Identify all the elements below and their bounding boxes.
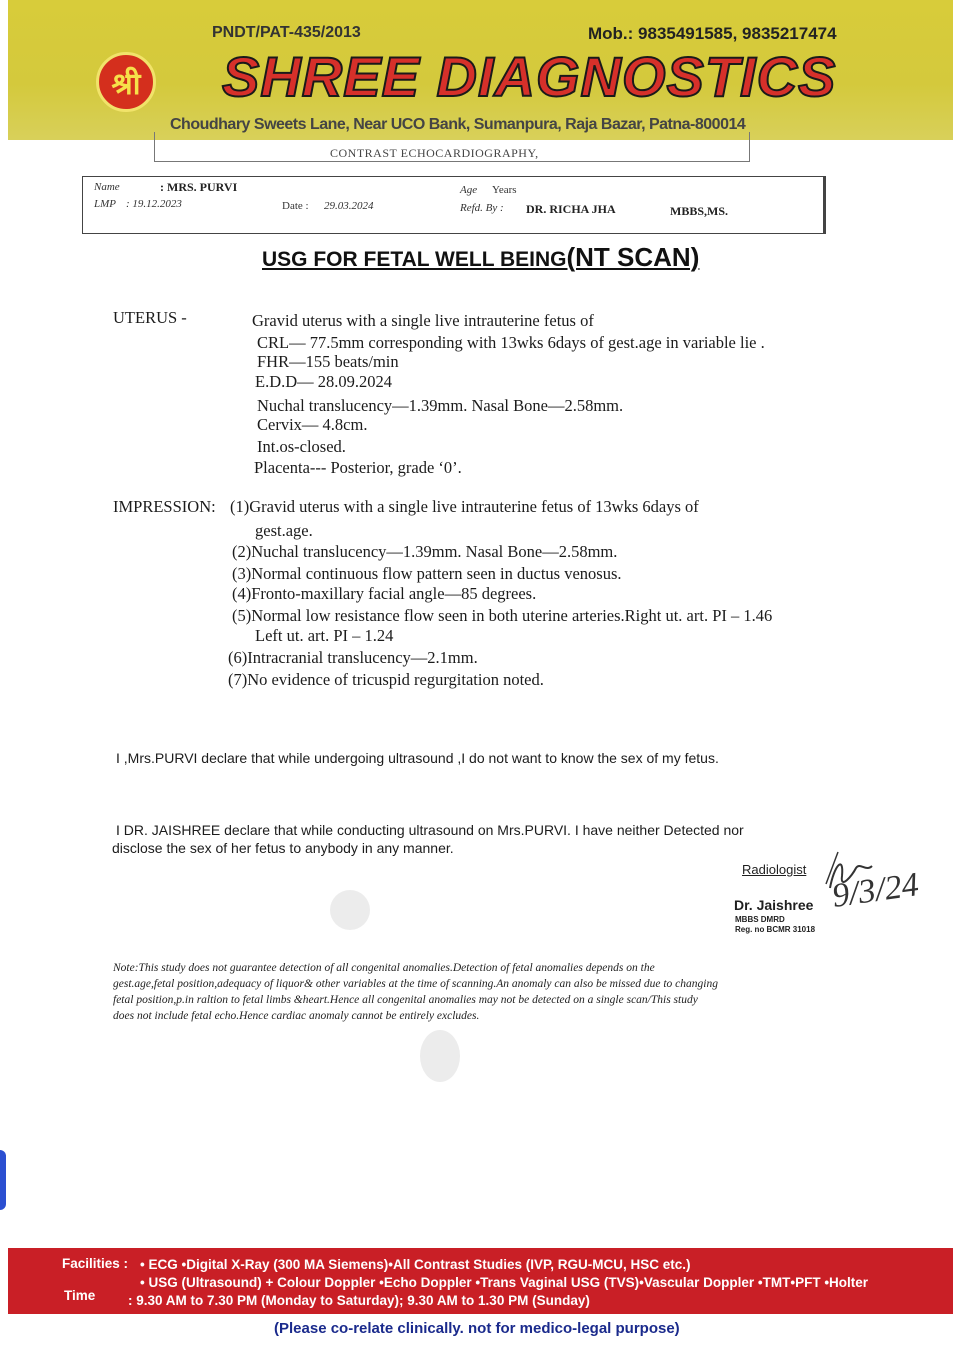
impression-line: gest.age.: [255, 521, 313, 540]
report-title-paren: (NT SCAN): [566, 242, 700, 272]
uterus-line: Int.os-closed.: [257, 437, 346, 456]
facilities-line: • ECG •Digital X-Ray (300 MA Siemens)•All Contrast Studies (IVP, RGU-MCU, HSC etc.): [140, 1257, 691, 1272]
age-value: Years: [492, 184, 517, 196]
lmp-value: : 19.12.2023: [126, 198, 182, 210]
clinic-address: Choudhary Sweets Lane, Near UCO Bank, Sumanpura, Raja Bazar, Patna-800014: [170, 116, 746, 133]
disclaimer-note: [113, 960, 833, 1024]
radiologist-label: Radiologist: [742, 862, 807, 877]
handwritten-date: 9/3/24: [829, 866, 921, 915]
uterus-line: Cervix— 4.8cm.: [257, 415, 368, 434]
patient-declaration: I ,Mrs.PURVI declare that while undergoing ultrasound ,I do not want to know the sex of my fetus.: [116, 750, 719, 766]
note-line: gest.age,fetal position,adequacy of liquor& other variables at the time of scanning.An anomaly can also be missed due to changing: [113, 978, 718, 990]
note-line: fetal position,p.in raltion to fetal limbs &heart.Hence all congenital anomalies may not be detected on a single scan/This study: [113, 994, 698, 1006]
note-line: Note:This study does not guarantee detection of all congenital anomalies.Detection of fetal anomalies depends on the: [113, 962, 655, 974]
impression-line: (4)Fronto-maxillary facial angle—85 degrees.: [232, 584, 537, 603]
report-date: 29.03.2024: [324, 200, 374, 212]
report-title: [262, 242, 699, 273]
uterus-line: Placenta--- Posterior, grade ‘0’.: [254, 458, 462, 477]
mobile-numbers: Mob.: 9835491585, 9835217474: [588, 24, 837, 43]
impression-line: (2)Nuchal translucency—1.39mm. Nasal Bone—2.58mm.: [232, 542, 618, 561]
shree-logo-icon: श्री: [96, 52, 156, 112]
doctor-declaration: I DR. JAISHREE declare that while conducting ultrasound on Mrs.PURVI. I have neither Detected nor: [116, 822, 744, 838]
report-title-main: USG FOR FETAL WELL BEING: [262, 248, 567, 271]
brand-name: SHREE DIAGNOSTICS: [222, 45, 837, 108]
referred-by-label: Refd. By :: [460, 202, 504, 214]
time-value: : 9.30 AM to 7.30 PM (Monday to Saturday); 9.30 AM to 1.30 PM (Sunday): [128, 1293, 590, 1308]
note-line: does not include fetal echo.Hence cardiac anomaly cannot be entirely excludes.: [113, 1010, 480, 1022]
doctor-declaration: disclose the sex of her fetus to anybody in any manner.: [112, 840, 454, 856]
uterus-label: UTERUS -: [113, 308, 187, 327]
impression-line: Left ut. art. PI – 1.24: [255, 626, 394, 645]
impression-line: (5)Normal low resistance flow seen in both uterine arteries.Right ut. art. PI – 1.46: [232, 606, 773, 625]
referring-doctor-degree: MBBS,MS.: [670, 204, 729, 218]
uterus-line: CRL— 77.5mm corresponding with 13wks 6days of gest.age in variable lie .: [257, 333, 765, 352]
impression-line: (6)Intracranial translucency—2.1mm.: [228, 648, 478, 667]
impression-label: IMPRESSION:: [113, 497, 216, 516]
time-label: Time: [64, 1288, 96, 1303]
uterus-line: Gravid uterus with a single live intrauterine fetus of: [252, 311, 594, 330]
medico-legal-disclaimer: (Please co-relate clinically. not for medico-legal purpose): [274, 1320, 680, 1337]
age-label: Age: [460, 184, 478, 196]
date-label: Date :: [282, 200, 309, 212]
patient-name: : MRS. PURVI: [160, 180, 238, 194]
uterus-line: FHR—155 beats/min: [257, 352, 399, 371]
facilities-line: • USG (Ultrasound) + Colour Doppler •Echo Doppler •Trans Vaginal USG (TVS)•Vascular Doppler •TMT•PFT •Holter: [140, 1275, 869, 1290]
report-subtitle: CONTRAST ECHOCARDIOGRAPHY,: [330, 146, 539, 160]
uterus-line: E.D.D— 28.09.2024: [255, 372, 393, 391]
scan-edge-mark: [0, 1150, 6, 1210]
facilities-label: Facilities :: [62, 1256, 129, 1271]
radiologist-reg: Reg. no BCMR 31018: [735, 925, 816, 934]
lmp-label: LMP: [94, 198, 116, 210]
impression-line: (1)Gravid uterus with a single live intrauterine fetus of 13wks 6days of: [230, 497, 699, 516]
paper-stain: [330, 890, 370, 930]
name-label: Name: [94, 181, 120, 193]
impression-line: (3)Normal continuous flow pattern seen in ductus venosus.: [232, 564, 622, 583]
facilities-footer: [8, 1248, 953, 1314]
impression-line: (7)No evidence of tricuspid regurgitation noted.: [228, 670, 544, 689]
paper-stain: [420, 1030, 460, 1082]
pndt-registration: PNDT/PAT-435/2013: [212, 24, 361, 41]
radiologist-name: Dr. Jaishree: [734, 897, 814, 913]
referring-doctor: DR. RICHA JHA: [526, 202, 616, 216]
uterus-line: Nuchal translucency—1.39mm. Nasal Bone—2.58mm.: [257, 396, 624, 415]
radiologist-degree: MBBS DMRD: [735, 915, 785, 924]
